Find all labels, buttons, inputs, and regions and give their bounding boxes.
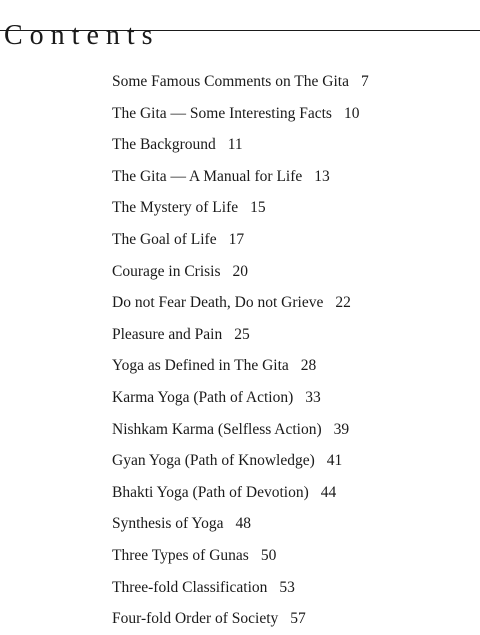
toc-entry[interactable] [112,350,369,382]
entry-page-number: 57 [290,610,306,628]
entry-title: Nishkam Karma (Selfless Action) [112,420,322,438]
page-title: Contents [4,19,160,51]
entry-page-number: 22 [335,294,351,312]
heading-rule [0,30,480,31]
entry-page-number: 53 [279,578,295,596]
entry-page-number: 7 [360,73,369,90]
entry-page-number: 44 [320,483,337,501]
entry-title: Courage in Crisis [112,262,221,280]
toc-entry[interactable] [112,192,369,224]
entry-page-number: 17 [228,230,245,248]
entry-title: The Goal of Life [112,230,217,248]
toc-entry[interactable] [112,98,369,130]
entry-title: Bhakti Yoga (Path of Devotion) [112,483,309,501]
toc-entry[interactable] [112,129,369,161]
entry-title: Some Famous Comments on The Gita [112,73,349,90]
entry-page-number: 11 [227,136,243,154]
entry-page-number: 39 [333,420,350,438]
toc-entry[interactable] [112,287,369,319]
entry-title: Pleasure and Pain [112,325,223,343]
toc-entry[interactable] [112,508,369,540]
entry-page-number: 28 [300,357,317,375]
toc-entry[interactable] [112,540,369,572]
entry-page-number: 48 [235,515,252,533]
entry-title: The Background [112,136,216,154]
entry-title: Yoga as Defined in The Gita [112,357,289,375]
toc-entry[interactable] [112,445,369,477]
toc-entry[interactable] [112,161,369,193]
entry-title: Do not Fear Death, Do not Grieve [112,294,324,312]
entry-page-number: 13 [314,167,330,185]
toc-entry[interactable] [112,603,369,635]
entry-title: The Gita — A Manual for Life [112,167,303,185]
toc-entry[interactable] [112,414,369,446]
entry-title: Gyan Yoga (Path of Knowledge) [112,452,315,470]
toc-entry[interactable] [112,66,369,98]
toc-entry[interactable] [112,256,369,288]
entry-title: Karma Yoga (Path of Action) [112,388,294,406]
entry-page-number: 41 [326,452,343,470]
entry-title: Four-fold Order of Society [112,610,279,628]
table-of-contents [112,66,369,635]
toc-entry[interactable] [112,477,369,509]
entry-title: Three-fold Classification [112,578,268,596]
entry-title: Three Types of Gunas [112,546,249,564]
entry-page-number: 25 [234,325,250,343]
toc-entry[interactable] [112,382,369,414]
entry-title: The Mystery of Life [112,199,239,217]
entry-title: The Gita — Some Interesting Facts [112,104,332,122]
entry-page-number: 50 [260,546,277,564]
entry-page-number: 10 [343,104,360,122]
toc-entry[interactable] [112,572,369,604]
toc-entry[interactable] [112,319,369,351]
entry-page-number: 20 [232,262,248,280]
entry-page-number: 15 [250,199,266,217]
entry-page-number: 33 [305,388,321,406]
entry-title: Synthesis of Yoga [112,515,224,533]
toc-entry[interactable] [112,224,369,256]
